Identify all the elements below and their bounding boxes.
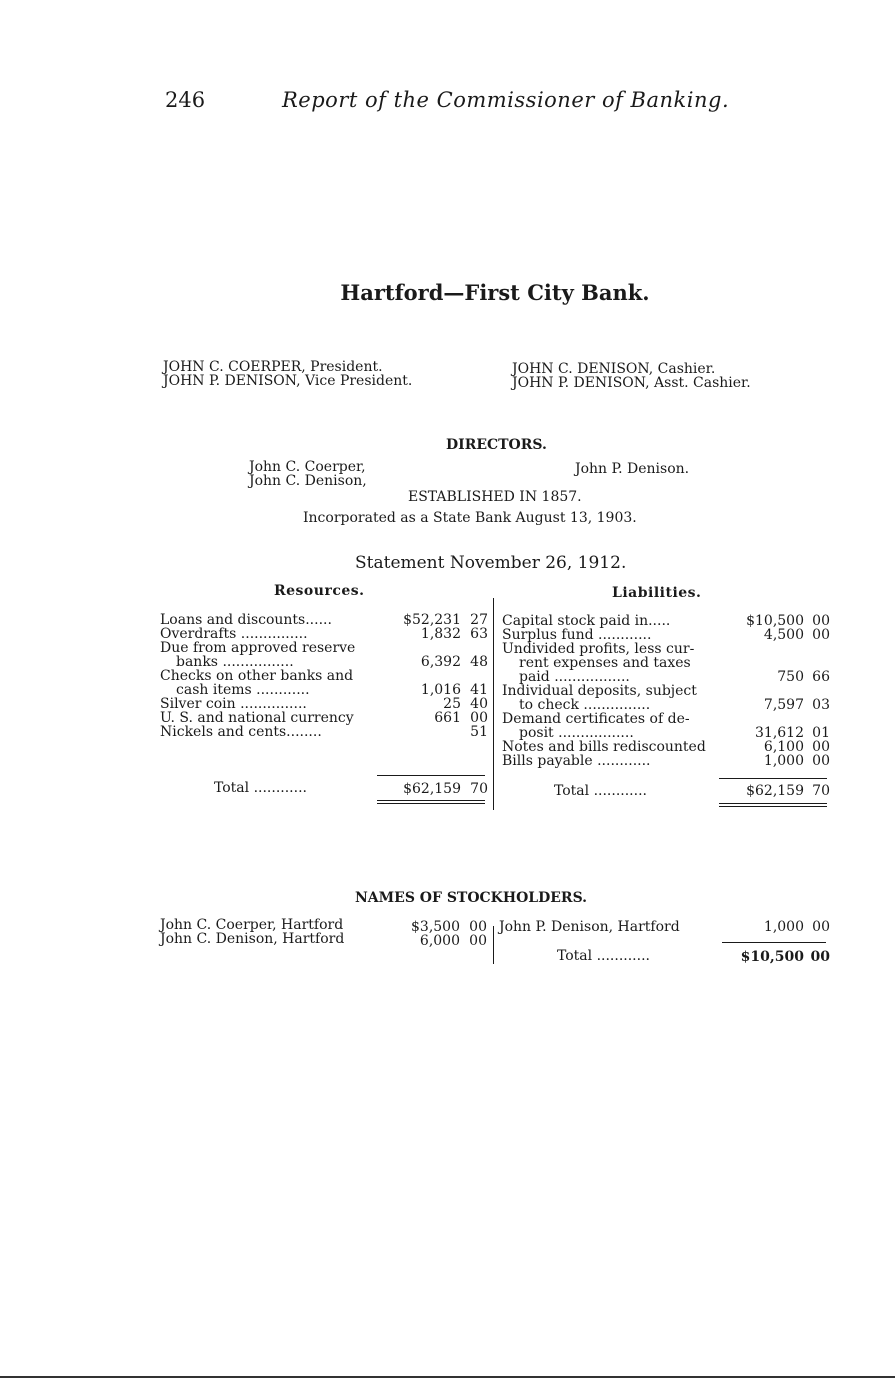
row-dollars: 750	[777, 669, 804, 685]
row-dollars: 1,016	[420, 682, 461, 698]
row-label: Due from approved reserve	[160, 640, 356, 656]
stockholder-name: John C. Denison, Hartford	[160, 931, 345, 947]
statement-title: Statement November 26, 1912.	[355, 553, 627, 573]
stockholder-dollars: 6,000	[419, 933, 460, 949]
resources-total-double-rule	[377, 800, 485, 804]
stockholders-total-dollars: $10,500	[740, 949, 804, 965]
row-cents: 00	[812, 739, 830, 755]
row-dollars: 31,612	[755, 725, 804, 741]
page-number: 246	[165, 88, 206, 112]
row-label: Loans and discounts......	[160, 612, 332, 628]
stockholders-total-label: Total ............	[557, 948, 650, 964]
resources-heading: Resources.	[274, 583, 365, 599]
resources-total-rule	[377, 775, 485, 776]
liability-row	[502, 684, 832, 712]
row-dollars: 6,100	[763, 739, 804, 755]
resources-list	[160, 613, 490, 739]
row-dollars: 4,500	[763, 627, 804, 643]
row-cents: 63	[470, 626, 488, 642]
row-label: Silver coin ...............	[160, 696, 307, 712]
officer-cashier: JOHN C. DENISON, Cashier.	[512, 361, 716, 377]
director-name: John C. Denison,	[249, 473, 367, 489]
liabilities-list	[502, 614, 832, 768]
liabilities-total-double-rule	[719, 803, 827, 807]
row-label: Checks on other banks and	[160, 668, 354, 684]
row-dollars: 7,597	[763, 697, 804, 713]
row-cents: 00	[470, 710, 488, 726]
stockholder-row	[160, 918, 343, 932]
row-label: Capital stock paid in.....	[502, 613, 671, 629]
row-cents: 03	[812, 697, 830, 713]
row-label: Undivided profits, less cur-	[502, 641, 695, 657]
row-cents: 48	[470, 654, 488, 670]
liabilities-total-rule	[719, 778, 827, 779]
row-label: to check ...............	[519, 697, 651, 713]
resources-total-label: Total ............	[214, 780, 307, 796]
row-label: Nickels and cents........	[160, 724, 322, 740]
liability-row	[502, 740, 832, 754]
column-divider	[493, 598, 494, 810]
officer-vice-president: JOHN P. DENISON, Vice President.	[163, 373, 413, 389]
row-label: Overdrafts ...............	[160, 626, 308, 642]
directors-heading: DIRECTORS.	[446, 437, 547, 453]
stockholder-cents: 00	[812, 919, 830, 935]
resource-row	[160, 627, 490, 641]
liability-row	[502, 628, 832, 642]
established-line: ESTABLISHED IN 1857.	[408, 489, 582, 505]
bank-title: Hartford—First City Bank.	[340, 280, 650, 305]
row-dollars: 1,832	[420, 626, 461, 642]
liability-row	[502, 712, 832, 740]
row-dollars: $52,231	[403, 612, 461, 628]
liabilities-total-cents: 70	[812, 783, 830, 799]
resource-row	[160, 641, 490, 669]
stockholder-dollars: 1,000	[763, 919, 804, 935]
resources-total-cents: 70	[470, 781, 488, 797]
row-dollars: 6,392	[420, 654, 461, 670]
row-label: posit .................	[519, 725, 634, 741]
officer-president: JOHN C. COERPER, President.	[163, 359, 383, 375]
director-name: John P. Denison.	[575, 461, 690, 477]
resource-row	[160, 613, 490, 627]
row-dollars: $10,500	[746, 613, 804, 629]
liability-row	[502, 754, 832, 768]
row-label: banks ................	[176, 654, 294, 670]
liabilities-heading: Liabilities.	[612, 585, 702, 601]
liability-row	[502, 642, 832, 684]
row-cents: 41	[470, 682, 488, 698]
stockholders-divider	[493, 926, 494, 964]
liabilities-total-dollars: $62,159	[746, 783, 804, 799]
row-label: Demand certificates of de-	[502, 711, 690, 727]
row-cents: 51	[470, 724, 488, 740]
row-cents: 01	[812, 725, 830, 741]
page-bottom-edge	[0, 1376, 895, 1378]
incorporated-line: Incorporated as a State Bank August 13, 1903.	[303, 510, 637, 526]
resource-row	[160, 711, 490, 725]
director-name: John C. Coerper,	[249, 459, 366, 475]
stockholder-dollars: $3,500	[411, 919, 460, 935]
stockholders-total-rule	[722, 942, 826, 943]
officer-asst-cashier: JOHN P. DENISON, Asst. Cashier.	[512, 375, 751, 391]
row-label: rent expenses and taxes	[519, 655, 691, 671]
row-label: Individual deposits, subject	[502, 683, 697, 699]
stockholders-total-cents: 00	[810, 949, 830, 965]
row-label: Bills payable ............	[502, 753, 651, 769]
resource-row	[160, 725, 490, 739]
row-cents: 27	[470, 612, 488, 628]
row-cents: 66	[812, 669, 830, 685]
row-label: cash items ............	[176, 682, 310, 698]
row-cents: 00	[812, 613, 830, 629]
row-dollars: 661	[434, 710, 461, 726]
row-dollars: 25	[443, 696, 461, 712]
row-label: paid .................	[519, 669, 630, 685]
stockholder-cents: 00	[469, 933, 487, 949]
row-label: Notes and bills rediscounted	[502, 739, 706, 755]
resources-total-dollars: $62,159	[403, 781, 461, 797]
row-cents: 40	[470, 696, 488, 712]
stockholder-name: John P. Denison, Hartford	[499, 919, 680, 935]
resource-row	[160, 669, 490, 697]
resource-row	[160, 697, 490, 711]
row-cents: 00	[812, 627, 830, 643]
liability-row	[502, 614, 832, 628]
stockholder-row	[160, 932, 344, 946]
stockholder-name: John C. Coerper, Hartford	[160, 917, 344, 933]
row-label: Surplus fund ............	[502, 627, 652, 643]
stockholder-cents: 00	[469, 919, 487, 935]
row-label: U. S. and national currency	[160, 710, 354, 726]
stockholder-row	[499, 920, 680, 934]
row-cents: 00	[812, 753, 830, 769]
row-dollars: 1,000	[763, 753, 804, 769]
liabilities-total-label: Total ............	[554, 783, 647, 799]
stockholders-heading: NAMES OF STOCKHOLDERS.	[355, 890, 588, 906]
running-title: Report of the Commissioner of Banking.	[282, 88, 730, 112]
